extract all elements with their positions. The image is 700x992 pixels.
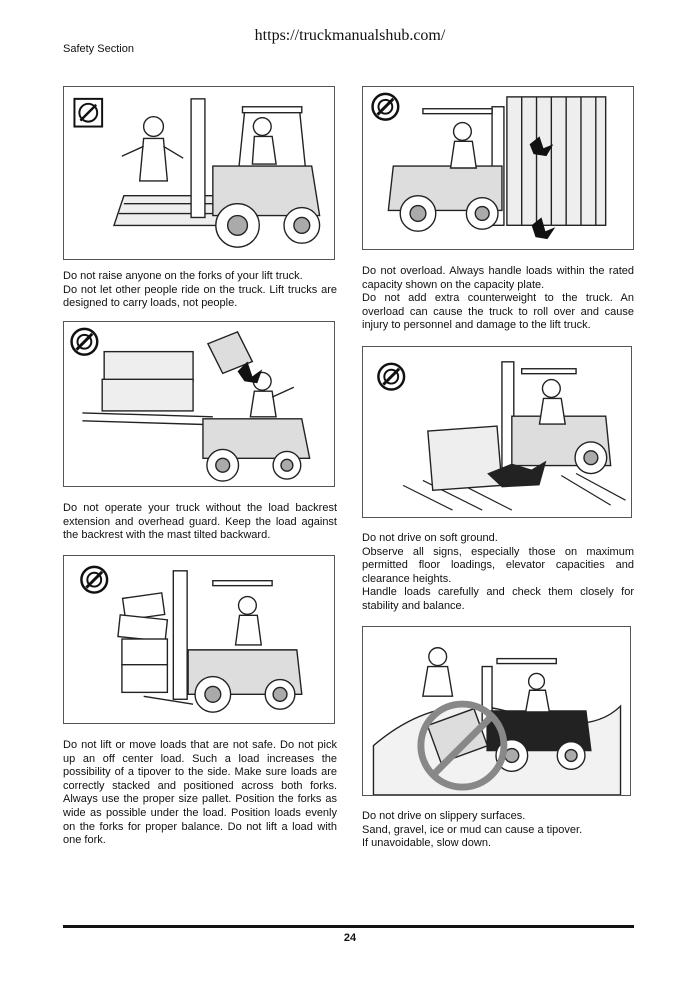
figure-soft-ground <box>362 346 632 518</box>
text-soft-ground: Do not drive on soft ground. Observe all signs, especially those on maximum permitted floor loadings, elevator capacities and clearance heights. Handle loads carefully and check them closely for stability and balance. <box>362 532 634 612</box>
section-title: Safety Section <box>63 43 134 55</box>
no-riders-symbol-icon <box>74 99 102 127</box>
text-overload: Do not overload. Always handle loads within the rated capacity shown on the capacity plate. Do not add extra counterweight to the truck. An overload can cause the truck to roll over and cause injury to personnel and damage to the lift truck. <box>362 265 634 332</box>
figure-overload <box>362 86 634 250</box>
figure-no-riders <box>63 86 335 260</box>
prohibition-icon <box>373 94 399 120</box>
figure-backrest <box>63 321 335 487</box>
text-backrest: Do not operate your truck without the load backrest extension and overhead guard. Keep the load against the backrest with the mast tilted backward. <box>63 502 337 542</box>
text-no-riders: Do not raise anyone on the forks of your lift truck. Do not let other people ride on the truck. Lift trucks are designed to carry loads, not people. <box>63 270 337 310</box>
page-number: 24 <box>343 932 357 944</box>
forklift-sinking-illustration <box>363 347 631 517</box>
source-url: https://truckmanualshub.com/ <box>254 27 446 44</box>
figure-unsafe-loads <box>63 555 335 724</box>
text-unsafe-loads: Do not lift or move loads that are not safe. Do not pick up an off center load. Such a load increases the possibility of a tipover to the side. Make sure loads are correctly stacked and positioned across both forks. Always use the proper size pallet. Position the forks as wide as possible under the load. Position loads evenly on the forks for proper balance. Do not lift a load with one fork. <box>63 739 337 847</box>
forklift-illustration <box>64 87 334 259</box>
prohibition-icon <box>378 364 404 390</box>
forklift-tipover-illustration <box>363 627 630 795</box>
figure-slippery <box>362 626 631 796</box>
prohibition-icon <box>81 567 107 593</box>
text-slippery: Do not drive on slippery surfaces. Sand, gravel, ice or mud can cause a tipover. If unavoidable, slow down. <box>362 810 583 850</box>
forklift-falling-load-illustration <box>64 322 334 486</box>
forklift-overload-illustration <box>363 87 633 249</box>
prohibition-icon <box>72 329 98 355</box>
footer-rule <box>63 925 634 928</box>
forklift-unstable-stack-illustration <box>64 556 334 723</box>
